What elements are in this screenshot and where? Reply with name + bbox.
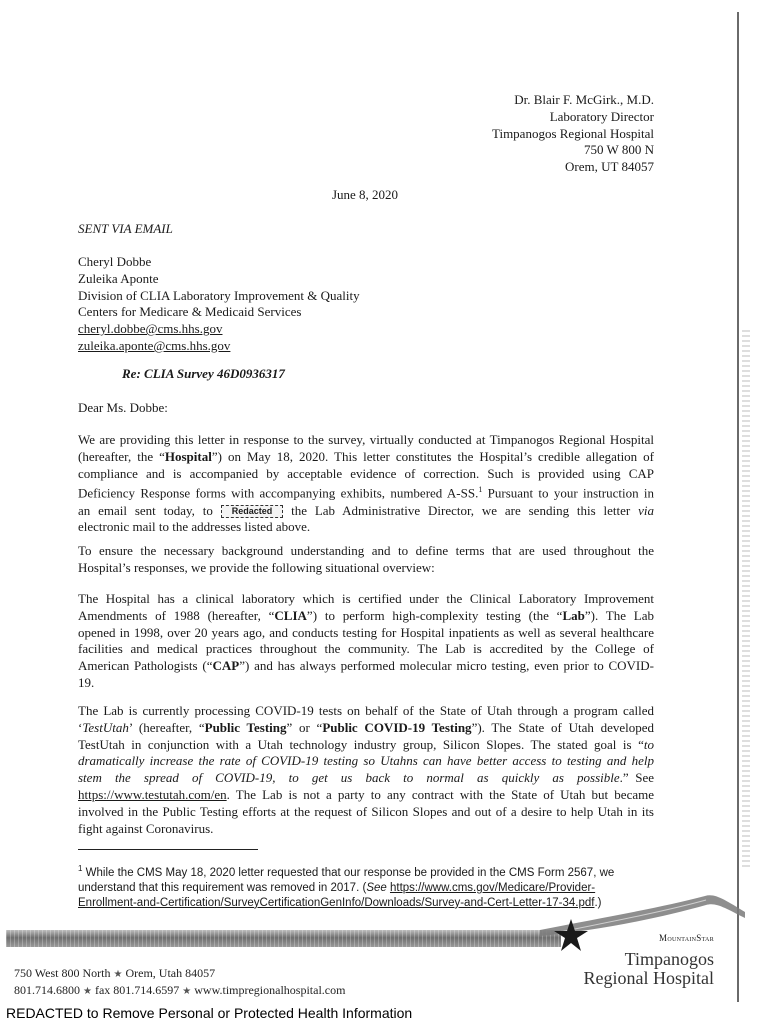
footnote-line: understand that this requirement was removed in 2017. (See https://www.cms.gov/Medicare/Provider-: [78, 881, 596, 894]
p1-line: (hereafter, the “Hospital”) on May 18, 2020. This letter constitutes the Hospital’s credible allegation of: [78, 448, 655, 464]
p3-line: Amendments of 1988 (hereafter, “CLIA”) to perform high-complexity testing (the “Lab”). The Lab: [78, 607, 654, 623]
p4-line: fight against Coronavirus.: [78, 820, 214, 836]
sender-name: Dr. Blair F. McGirk., M.D.: [514, 92, 654, 107]
recipient-block: [78, 254, 360, 355]
star-separator-icon: ★: [83, 985, 92, 997]
star-separator-icon: ★: [113, 969, 123, 980]
p4-line: The Lab is currently processing COVID-19 tests on behalf of the State of Utah through a program called: [78, 703, 654, 718]
p4-line: stem the spread of COVID-19, to get us back to normal as quickly as possible.” See: [78, 770, 654, 786]
testutah-link[interactable]: https://www.testutah.com/en: [78, 786, 227, 802]
delivery-method: SENT VIA EMAIL: [78, 221, 173, 236]
address-line-1: 750 West 800 North ★ Orem, Utah 84057: [14, 966, 216, 980]
p3-line: American Pathologists (“CAP”) and has always performed molecular micro testing, even prior to COVID-: [78, 658, 654, 674]
recipient-email-2[interactable]: zuleika.aponte@cms.hhs.gov: [78, 337, 231, 353]
subject-line: Re: CLIA Survey 46D0936317: [122, 366, 285, 381]
footnote-line: $^1$ While the CMS May 18, 2020 letter requested that our response be provided in the CMS Form 2567, we: [78, 864, 615, 879]
p4-line: involved in the Public Testing efforts at the request of Silicon Slopes and out of a desire to help Utah in its: [78, 803, 654, 819]
page-edge: [737, 12, 739, 1002]
recipient-agency: Centers for Medicare & Medicaid Services: [78, 304, 302, 320]
paragraph-4: [78, 703, 654, 837]
footnote-ref: 1: [478, 485, 483, 495]
sender-block: [492, 92, 654, 176]
p2-line: Hospital’s responses, we provide the following situational overview:: [78, 559, 435, 575]
redacted-box: Redacted: [221, 505, 284, 518]
cms-link[interactable]: https://www.cms.gov/Medicare/Provider-: [389, 881, 596, 894]
paragraph-1: [78, 432, 654, 536]
letterhead-address: [14, 966, 345, 999]
p1-line: We are providing this letter in response to the survey, virtually conducted at Timpanogos Regional Hospital: [78, 432, 654, 447]
paragraph-2: [78, 543, 654, 577]
p3-line: The Hospital has a clinical laboratory which is certified under the Clinical Laboratory Improvement: [78, 591, 654, 606]
scan-artifact: [742, 330, 750, 870]
sender-title: Laboratory Director: [549, 108, 654, 124]
recipient-name-2: Zuleika Aponte: [78, 270, 159, 286]
p4-line: TestUtah in conjunction with a Utah technology industry group, Silicon Slopes. The stated goal is “to: [78, 736, 654, 752]
website[interactable]: www.timpregionalhospital.com: [194, 982, 346, 997]
p1-line: compliance and is accompanied by acceptable evidence of correction. Such is provided using CAP: [78, 465, 654, 481]
p1-line: an email sent today, to Redacted the Lab Administrative Director, we are sending this letter via: [78, 502, 654, 518]
sender-city: Orem, UT 84057: [565, 159, 654, 175]
p1-line: electronic mail to the addresses listed above.: [78, 519, 311, 535]
p3-line: opened in 1998, over 20 years ago, and conducts testing for Hospital inpatients as well as several healthcare: [78, 624, 654, 640]
footnote-divider: [78, 849, 258, 850]
p2-line: To ensure the necessary background understanding and to define terms that are used throughout the: [78, 543, 654, 558]
p4-line: https://www.testutah.com/en. The Lab is not a party to any contract with the State of Utah but became: [78, 786, 654, 802]
p4-line: ‘TestUtah’ (hereafter, “Public Testing” or “Public COVID-19 Testing”). The State of Utah developed: [78, 719, 654, 735]
brand-name: MountainStar: [659, 933, 714, 943]
hospital-name-line-1: Timpanogos: [624, 949, 714, 969]
sender-street: 750 W 800 N: [584, 142, 654, 158]
mountainstar-star-icon: [553, 917, 589, 953]
letter-date: June 8, 2020: [331, 187, 399, 202]
recipient-name-1: Cheryl Dobbe: [78, 254, 152, 269]
sender-org: Timpanogos Regional Hospital: [491, 125, 654, 141]
address-line-2: 801.714.6800 ★ fax 801.714.6597 ★ www.timpregionalhospital.com: [14, 982, 346, 997]
letterhead-band-texture: [6, 930, 561, 947]
redaction-notice: REDACTED to Remove Personal or Protected Health Information: [6, 1005, 413, 1021]
p3-line: 19.: [78, 674, 95, 690]
p3-line: facilities and medical practices throughout the community. The Lab is accredited by the College of: [78, 641, 654, 657]
p1-line: Deficiency Response forms with accompanying exhibits, numbered A-SS.$^1$ Pursuant to your instruction in: [78, 485, 654, 501]
footnote-line: Enrollment-and-Certification/SurveyCertificationGenInfo/Downloads/Survey-and-Cert-Letter-17-34.pdf.): [78, 896, 602, 909]
hospital-name-line-2: Regional Hospital: [583, 968, 714, 988]
paragraph-3: [78, 591, 654, 692]
recipient-email-1[interactable]: cheryl.dobbe@cms.hhs.gov: [78, 321, 223, 337]
footnote-marker: 1: [78, 864, 83, 873]
cms-link-continued[interactable]: Enrollment-and-Certification/SurveyCertificationGenInfo/Downloads/Survey-and-Cert-Letter-17-34.pdf: [78, 896, 595, 909]
p4-line: dramatically increase the rate of COVID-19 testing so Utahns can have better access to testing and help: [78, 753, 654, 769]
salutation: Dear Ms. Dobbe:: [78, 400, 168, 415]
recipient-division: Division of CLIA Laboratory Improvement & Quality: [78, 287, 360, 303]
star-separator-icon: ★: [182, 985, 192, 997]
